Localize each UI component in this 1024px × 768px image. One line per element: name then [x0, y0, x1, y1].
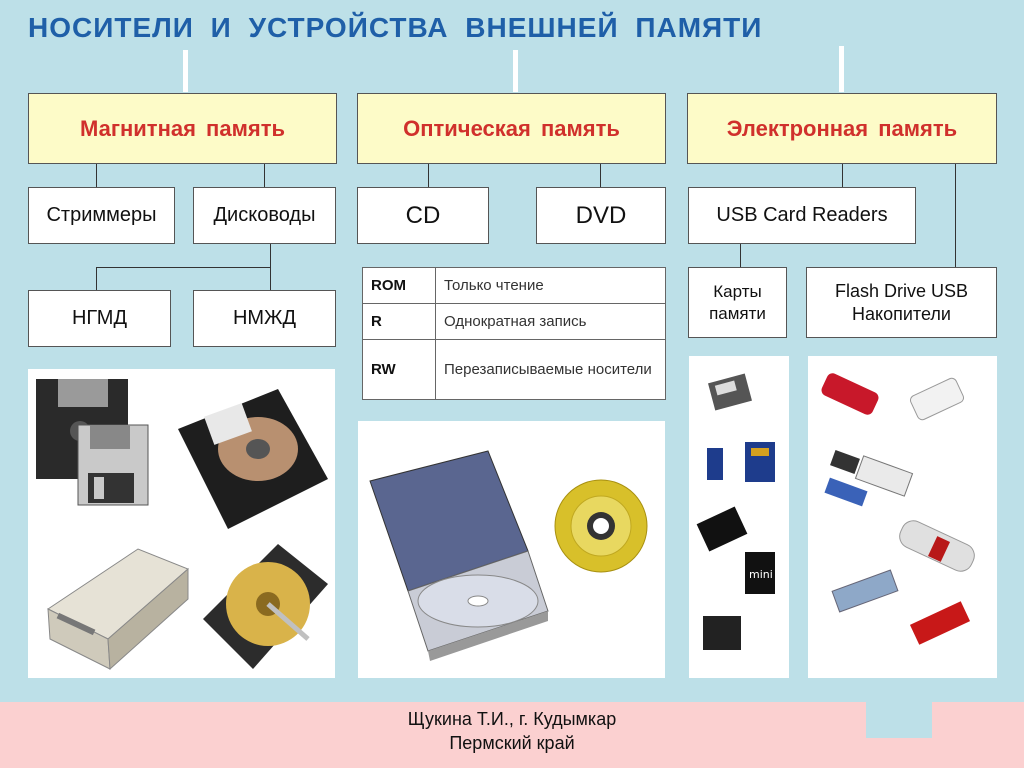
- disc-modes-table: [362, 267, 666, 400]
- category-magnetic-label: Магнитная память: [80, 115, 285, 141]
- connector-bar: [839, 46, 844, 92]
- flash-drive-box: [806, 267, 997, 338]
- footer-credits: [0, 707, 1024, 755]
- nmzhd-label: НМЖД: [232, 307, 297, 329]
- floppy-drive-icon: [48, 549, 188, 669]
- usb-card-readers-label: USB Card Readers: [716, 204, 888, 226]
- cd-box: [357, 187, 489, 244]
- memory-cards-photos: [689, 356, 789, 678]
- memory-cards-box: [688, 267, 787, 338]
- connector-line: [600, 164, 601, 188]
- optical-drive-icon: [370, 451, 548, 661]
- streamers-box: [28, 187, 175, 244]
- table-row: [363, 340, 666, 400]
- connector-line: [96, 164, 97, 188]
- connector-bar: [513, 50, 518, 92]
- category-magnetic: [28, 93, 337, 164]
- memory-cards-label: Карты памяти: [709, 282, 766, 323]
- mode-desc: Только чтение: [436, 268, 666, 304]
- mode-desc: Однократная запись: [436, 304, 666, 340]
- disk-drives-label: Дисководы: [213, 204, 316, 226]
- connector-bar: [183, 50, 188, 92]
- category-optical: [357, 93, 666, 164]
- usb-card-readers-box: [688, 187, 916, 244]
- mode-key: R: [363, 304, 436, 340]
- connector-line: [842, 164, 843, 188]
- table-row: [363, 268, 666, 304]
- footer-region: Пермский край: [449, 733, 575, 753]
- connector-line: [740, 243, 741, 268]
- memory-card-icon: [697, 374, 775, 650]
- mode-desc: Перезаписываемые носители: [436, 340, 666, 400]
- category-electronic-label: Электронная память: [726, 115, 958, 141]
- page-title: НОСИТЕЛИ И УСТРОЙСТВА ВНЕШНЕЙ ПАМЯТИ: [28, 12, 763, 43]
- mode-key: RW: [363, 340, 436, 400]
- dvd-label: DVD: [575, 201, 627, 229]
- svg-text:mini: mini: [749, 568, 773, 581]
- dvd-box: [536, 187, 666, 244]
- magnetic-media-photos: [28, 369, 335, 678]
- disk-drives-box: [193, 187, 336, 244]
- usb-drives-photos: [808, 356, 997, 678]
- connector-line: [955, 164, 956, 268]
- category-electronic: [687, 93, 997, 164]
- category-optical-label: Оптическая память: [403, 115, 620, 141]
- hdd-platter-icon: [203, 544, 328, 669]
- connector-line: [96, 267, 97, 291]
- connector-line: [264, 164, 265, 188]
- hard-drive-icon: [178, 389, 328, 529]
- footer-author: Щукина Т.И., г. Кудымкар: [407, 709, 617, 729]
- connector-line: [428, 164, 429, 188]
- ngmd-box: [28, 290, 171, 347]
- mode-key: ROM: [363, 268, 436, 304]
- usb-flash-drive-icon: [820, 371, 979, 645]
- flash-drive-label: Flash Drive USB Накопители: [834, 281, 969, 324]
- ngmd-label: НГМД: [71, 307, 128, 329]
- connector-line: [270, 243, 271, 267]
- nmzhd-box: [193, 290, 336, 347]
- cd-label: CD: [405, 201, 441, 229]
- connector-line: [270, 267, 271, 291]
- connector-line: [96, 267, 271, 268]
- streamers-label: Стриммеры: [46, 204, 157, 226]
- floppy-disk-icon: [36, 379, 148, 505]
- table-row: [363, 304, 666, 340]
- optical-media-photos: [358, 421, 665, 678]
- compact-disc-icon: [555, 480, 647, 572]
